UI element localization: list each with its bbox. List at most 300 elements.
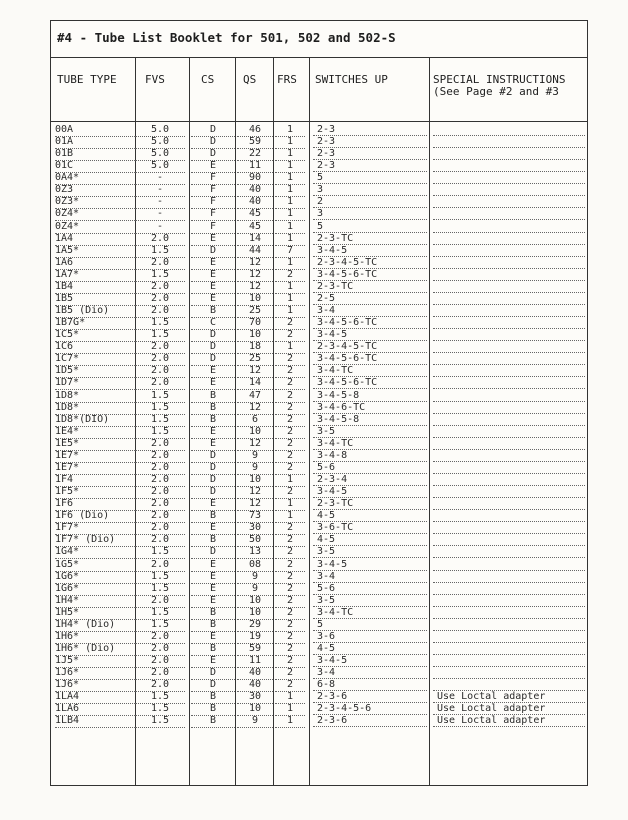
cell-fvs: 2.0 bbox=[135, 595, 185, 608]
cell-frs: 2 bbox=[275, 426, 305, 439]
cell-switches-up: 6-8 bbox=[313, 679, 427, 691]
cell-tube-type: 0Z4* bbox=[55, 221, 135, 234]
cell-qs: 9 bbox=[237, 583, 273, 596]
cell-switches-up: 3-4-5 bbox=[313, 329, 427, 341]
cell-switches-up: 2-3-TC bbox=[313, 498, 427, 510]
cell-frs: 2 bbox=[275, 655, 305, 668]
cell-fvs: 1.5 bbox=[135, 691, 185, 704]
cell-cs: D bbox=[191, 124, 235, 137]
cell-frs: 1 bbox=[275, 715, 305, 728]
table-row bbox=[51, 245, 587, 257]
cell-special-instructions bbox=[433, 619, 585, 631]
cell-qs: 12 bbox=[237, 402, 273, 415]
cell-special-instructions bbox=[433, 257, 585, 269]
cell-cs: D bbox=[191, 450, 235, 463]
cell-tube-type: 1A7* bbox=[55, 269, 135, 282]
cell-special-instructions bbox=[433, 269, 585, 281]
cell-special-instructions bbox=[433, 148, 585, 160]
cell-cs: F bbox=[191, 208, 235, 221]
cell-special-instructions bbox=[433, 595, 585, 607]
cell-fvs: 1.5 bbox=[135, 715, 185, 728]
table-row bbox=[51, 595, 587, 607]
cell-switches-up: 3-5 bbox=[313, 546, 427, 558]
table-row bbox=[51, 148, 587, 160]
cell-qs: 22 bbox=[237, 148, 273, 161]
cell-cs: D bbox=[191, 679, 235, 692]
cell-qs: 14 bbox=[237, 377, 273, 390]
table-row bbox=[51, 619, 587, 631]
cell-fvs: 1.5 bbox=[135, 245, 185, 258]
table-row bbox=[51, 631, 587, 643]
cell-cs: B bbox=[191, 703, 235, 716]
cell-frs: 1 bbox=[275, 124, 305, 137]
page-title: #4 - Tube List Booklet for 501, 502 and 502-S bbox=[57, 30, 396, 45]
cell-switches-up: 3-4-6-TC bbox=[313, 402, 427, 414]
cell-qs: 10 bbox=[237, 474, 273, 487]
cell-fvs: 5.0 bbox=[135, 160, 185, 173]
table-row bbox=[51, 426, 587, 438]
cell-tube-type: 1H4* bbox=[55, 595, 135, 608]
table-row bbox=[51, 305, 587, 317]
cell-tube-type: 1D5* bbox=[55, 365, 135, 378]
cell-tube-type: 1F7* bbox=[55, 522, 135, 535]
cell-switches-up: 3-4-5 bbox=[313, 655, 427, 667]
cell-tube-type: 01C bbox=[55, 160, 135, 173]
cell-switches-up: 3-4-5 bbox=[313, 245, 427, 257]
cell-frs: 1 bbox=[275, 257, 305, 270]
cell-cs: E bbox=[191, 583, 235, 596]
cell-frs: 2 bbox=[275, 353, 305, 366]
table-row bbox=[51, 450, 587, 462]
table-row bbox=[51, 715, 587, 727]
cell-fvs: 2.0 bbox=[135, 281, 185, 294]
cell-frs: 1 bbox=[275, 172, 305, 185]
cell-switches-up: 3-4-5-6-TC bbox=[313, 377, 427, 389]
cell-frs: 1 bbox=[275, 703, 305, 716]
cell-frs: 2 bbox=[275, 667, 305, 680]
cell-frs: 2 bbox=[275, 402, 305, 415]
cell-qs: 30 bbox=[237, 691, 273, 704]
cell-fvs: 2.0 bbox=[135, 510, 185, 523]
table-row bbox=[51, 365, 587, 377]
cell-special-instructions bbox=[433, 172, 585, 184]
cell-qs: 10 bbox=[237, 293, 273, 306]
cell-switches-up: 2-3 bbox=[313, 136, 427, 148]
cell-special-instructions bbox=[433, 233, 585, 245]
cell-fvs: 2.0 bbox=[135, 341, 185, 354]
table-row bbox=[51, 559, 587, 571]
cell-tube-type: 1G6* bbox=[55, 571, 135, 584]
cell-fvs: - bbox=[135, 172, 185, 185]
table-row bbox=[51, 486, 587, 498]
table-row bbox=[51, 353, 587, 365]
cell-special-instructions bbox=[433, 462, 585, 474]
cell-special-instructions bbox=[433, 571, 585, 583]
cell-switches-up: 2-3 bbox=[313, 124, 427, 136]
table-row bbox=[51, 607, 587, 619]
cell-cs: E bbox=[191, 559, 235, 572]
cell-frs: 2 bbox=[275, 365, 305, 378]
table-row bbox=[51, 703, 587, 715]
cell-switches-up: 5-6 bbox=[313, 583, 427, 595]
cell-cs: E bbox=[191, 269, 235, 282]
cell-qs: 40 bbox=[237, 196, 273, 209]
cell-special-instructions bbox=[433, 655, 585, 667]
cell-switches-up: 3-4 bbox=[313, 571, 427, 583]
cell-qs: 46 bbox=[237, 124, 273, 137]
cell-qs: 9 bbox=[237, 462, 273, 475]
cell-qs: 40 bbox=[237, 184, 273, 197]
cell-fvs: 2.0 bbox=[135, 377, 185, 390]
cell-frs: 2 bbox=[275, 438, 305, 451]
cell-fvs: 1.5 bbox=[135, 703, 185, 716]
cell-frs: 1 bbox=[275, 474, 305, 487]
cell-switches-up: 3-4-TC bbox=[313, 607, 427, 619]
cell-frs: 2 bbox=[275, 522, 305, 535]
table-row bbox=[51, 534, 587, 546]
cell-qs: 44 bbox=[237, 245, 273, 258]
cell-fvs: 1.5 bbox=[135, 546, 185, 559]
cell-frs: 1 bbox=[275, 281, 305, 294]
cell-special-instructions bbox=[433, 305, 585, 317]
cell-special-instructions bbox=[433, 377, 585, 389]
cell-switches-up: 2-3-4-5-TC bbox=[313, 341, 427, 353]
cell-qs: 73 bbox=[237, 510, 273, 523]
cell-frs: 2 bbox=[275, 571, 305, 584]
cell-special-instructions bbox=[433, 474, 585, 486]
title-divider bbox=[51, 57, 587, 58]
cell-cs: E bbox=[191, 233, 235, 246]
cell-tube-type: 1F6 bbox=[55, 498, 135, 511]
cell-switches-up: 5 bbox=[313, 619, 427, 631]
table-row bbox=[51, 160, 587, 172]
cell-qs: 18 bbox=[237, 341, 273, 354]
header-cs: CS bbox=[201, 73, 215, 86]
cell-tube-type: 1H4* (Dio) bbox=[55, 619, 135, 632]
cell-qs: 12 bbox=[237, 438, 273, 451]
cell-qs: 14 bbox=[237, 233, 273, 246]
cell-tube-type: 1A6 bbox=[55, 257, 135, 270]
cell-frs: 1 bbox=[275, 148, 305, 161]
cell-qs: 59 bbox=[237, 643, 273, 656]
cell-fvs: 5.0 bbox=[135, 148, 185, 161]
cell-frs: 1 bbox=[275, 221, 305, 234]
cell-qs: 45 bbox=[237, 208, 273, 221]
cell-switches-up: 2-3 bbox=[313, 148, 427, 160]
cell-frs: 2 bbox=[275, 559, 305, 572]
cell-frs: 2 bbox=[275, 414, 305, 427]
cell-cs: E bbox=[191, 365, 235, 378]
header-switches-up: SWITCHES UP bbox=[315, 73, 388, 86]
cell-fvs: 2.0 bbox=[135, 667, 185, 680]
cell-switches-up: 3-4-5-6-TC bbox=[313, 269, 427, 281]
cell-cs: D bbox=[191, 546, 235, 559]
cell-fvs: 1.5 bbox=[135, 414, 185, 427]
cell-fvs: - bbox=[135, 196, 185, 209]
cell-tube-type: 1G5* bbox=[55, 559, 135, 572]
cell-tube-type: 1B5 bbox=[55, 293, 135, 306]
cell-special-instructions bbox=[433, 160, 585, 172]
cell-cs: E bbox=[191, 498, 235, 511]
cell-switches-up: 5-6 bbox=[313, 462, 427, 474]
cell-qs: 90 bbox=[237, 172, 273, 185]
cell-frs: 7 bbox=[275, 245, 305, 258]
cell-special-instructions bbox=[433, 426, 585, 438]
cell-fvs: - bbox=[135, 221, 185, 234]
cell-frs: 1 bbox=[275, 196, 305, 209]
cell-qs: 9 bbox=[237, 571, 273, 584]
cell-cs: E bbox=[191, 595, 235, 608]
cell-fvs: - bbox=[135, 184, 185, 197]
table-row bbox=[51, 136, 587, 148]
cell-cs: E bbox=[191, 571, 235, 584]
cell-special-instructions bbox=[433, 679, 585, 691]
header-qs: QS bbox=[243, 73, 257, 86]
cell-cs: E bbox=[191, 377, 235, 390]
cell-frs: 1 bbox=[275, 510, 305, 523]
cell-qs: 50 bbox=[237, 534, 273, 547]
cell-switches-up: 2 bbox=[313, 196, 427, 208]
cell-cs: D bbox=[191, 245, 235, 258]
cell-cs: D bbox=[191, 329, 235, 342]
cell-special-instructions bbox=[433, 196, 585, 208]
cell-frs: 2 bbox=[275, 546, 305, 559]
cell-switches-up: 3-4 bbox=[313, 305, 427, 317]
cell-switches-up: 2-3-TC bbox=[313, 233, 427, 245]
table-row bbox=[51, 196, 587, 208]
cell-fvs: 1.5 bbox=[135, 390, 185, 403]
cell-tube-type: 1H5* bbox=[55, 607, 135, 620]
cell-tube-type: 1D8*(DIO) bbox=[55, 414, 135, 427]
cell-cs: D bbox=[191, 353, 235, 366]
cell-cs: D bbox=[191, 474, 235, 487]
cell-fvs: 2.0 bbox=[135, 365, 185, 378]
cell-fvs: 2.0 bbox=[135, 486, 185, 499]
cell-cs: B bbox=[191, 691, 235, 704]
cell-switches-up: 3-4-8 bbox=[313, 450, 427, 462]
header-tube-type: TUBE TYPE bbox=[57, 73, 117, 86]
cell-special-instructions bbox=[433, 353, 585, 365]
cell-tube-type: 01A bbox=[55, 136, 135, 149]
table-row bbox=[51, 679, 587, 691]
cell-switches-up: 2-3-4-5-6 bbox=[313, 703, 427, 715]
cell-frs: 2 bbox=[275, 329, 305, 342]
cell-tube-type: 0Z4* bbox=[55, 208, 135, 221]
cell-cs: F bbox=[191, 172, 235, 185]
cell-tube-type: 1A5* bbox=[55, 245, 135, 258]
cell-qs: 40 bbox=[237, 667, 273, 680]
cell-qs: 30 bbox=[237, 522, 273, 535]
cell-switches-up: 2-3-6 bbox=[313, 715, 427, 727]
cell-switches-up: 3-4-TC bbox=[313, 365, 427, 377]
cell-tube-type: 1C5* bbox=[55, 329, 135, 342]
cell-qs: 29 bbox=[237, 619, 273, 632]
cell-special-instructions bbox=[433, 208, 585, 220]
cell-fvs: 2.0 bbox=[135, 353, 185, 366]
cell-frs: 2 bbox=[275, 631, 305, 644]
table-row bbox=[51, 269, 587, 281]
cell-special-instructions: Use Loctal adapter bbox=[433, 691, 585, 703]
cell-tube-type: 1F4 bbox=[55, 474, 135, 487]
cell-tube-type: 1B4 bbox=[55, 281, 135, 294]
cell-tube-type: 1F6 (Dio) bbox=[55, 510, 135, 523]
cell-frs: 2 bbox=[275, 377, 305, 390]
cell-tube-type: 1D8* bbox=[55, 390, 135, 403]
cell-fvs: 1.5 bbox=[135, 571, 185, 584]
cell-special-instructions bbox=[433, 559, 585, 571]
cell-qs: 9 bbox=[237, 450, 273, 463]
cell-tube-type: 1LA4 bbox=[55, 691, 135, 704]
cell-cs: E bbox=[191, 522, 235, 535]
cell-qs: 11 bbox=[237, 655, 273, 668]
cell-fvs: 2.0 bbox=[135, 522, 185, 535]
cell-switches-up: 3-4-5 bbox=[313, 559, 427, 571]
cell-frs: 1 bbox=[275, 233, 305, 246]
cell-special-instructions bbox=[433, 546, 585, 558]
table-row bbox=[51, 341, 587, 353]
cell-qs: 08 bbox=[237, 559, 273, 572]
cell-tube-type: 1F7* (Dio) bbox=[55, 534, 135, 547]
cell-special-instructions bbox=[433, 450, 585, 462]
cell-switches-up: 3-5 bbox=[313, 426, 427, 438]
cell-cs: D bbox=[191, 136, 235, 149]
cell-qs: 25 bbox=[237, 353, 273, 366]
cell-cs: B bbox=[191, 534, 235, 547]
cell-fvs: 2.0 bbox=[135, 643, 185, 656]
cell-cs: B bbox=[191, 510, 235, 523]
cell-cs: B bbox=[191, 305, 235, 318]
cell-qs: 19 bbox=[237, 631, 273, 644]
cell-special-instructions bbox=[433, 631, 585, 643]
cell-fvs: 2.0 bbox=[135, 679, 185, 692]
cell-qs: 10 bbox=[237, 595, 273, 608]
cell-switches-up: 3-6-TC bbox=[313, 522, 427, 534]
cell-tube-type: 1C6 bbox=[55, 341, 135, 354]
cell-cs: B bbox=[191, 715, 235, 728]
cell-tube-type: 1D8* bbox=[55, 402, 135, 415]
cell-fvs: 2.0 bbox=[135, 462, 185, 475]
cell-frs: 2 bbox=[275, 679, 305, 692]
cell-special-instructions bbox=[433, 293, 585, 305]
cell-tube-type: 1LA6 bbox=[55, 703, 135, 716]
cell-fvs: 2.0 bbox=[135, 438, 185, 451]
cell-switches-up: 3-4 bbox=[313, 667, 427, 679]
cell-frs: 2 bbox=[275, 390, 305, 403]
cell-special-instructions bbox=[433, 245, 585, 257]
cell-qs: 47 bbox=[237, 390, 273, 403]
cell-switches-up: 3-4-5 bbox=[313, 486, 427, 498]
cell-qs: 40 bbox=[237, 679, 273, 692]
cell-qs: 12 bbox=[237, 281, 273, 294]
cell-cs: E bbox=[191, 160, 235, 173]
cell-cs: E bbox=[191, 281, 235, 294]
cell-qs: 6 bbox=[237, 414, 273, 427]
cell-qs: 45 bbox=[237, 221, 273, 234]
cell-tube-type: 1B5 (Dio) bbox=[55, 305, 135, 318]
cell-switches-up: 3-4-5-6-TC bbox=[313, 353, 427, 365]
table-row bbox=[51, 462, 587, 474]
table-row bbox=[51, 438, 587, 450]
header-special-see-page: (See Page #2 and #3 bbox=[433, 85, 559, 98]
table-row bbox=[51, 402, 587, 414]
cell-fvs: 1.5 bbox=[135, 317, 185, 330]
cell-switches-up: 3-4-5-8 bbox=[313, 390, 427, 402]
header-special-instructions: SPECIAL INSTRUCTIONS bbox=[433, 73, 566, 86]
table-row bbox=[51, 293, 587, 305]
cell-special-instructions: Use Loctal adapter bbox=[433, 715, 585, 727]
table-row bbox=[51, 510, 587, 522]
cell-cs: D bbox=[191, 148, 235, 161]
cell-fvs: 2.0 bbox=[135, 257, 185, 270]
cell-frs: 2 bbox=[275, 619, 305, 632]
cell-qs: 12 bbox=[237, 498, 273, 511]
cell-qs: 12 bbox=[237, 486, 273, 499]
cell-fvs: 2.0 bbox=[135, 655, 185, 668]
cell-special-instructions bbox=[433, 438, 585, 450]
cell-fvs: 2.0 bbox=[135, 474, 185, 487]
cell-tube-type: 1E7* bbox=[55, 462, 135, 475]
cell-fvs: 2.0 bbox=[135, 450, 185, 463]
cell-switches-up: 2-3-6 bbox=[313, 691, 427, 703]
cell-cs: B bbox=[191, 607, 235, 620]
cell-special-instructions bbox=[433, 486, 585, 498]
cell-fvs: 2.0 bbox=[135, 498, 185, 511]
table-row bbox=[51, 317, 587, 329]
cell-frs: 2 bbox=[275, 269, 305, 282]
cell-qs: 10 bbox=[237, 426, 273, 439]
table-row bbox=[51, 281, 587, 293]
cell-qs: 10 bbox=[237, 607, 273, 620]
cell-fvs: 5.0 bbox=[135, 136, 185, 149]
cell-cs: F bbox=[191, 184, 235, 197]
cell-fvs: 2.0 bbox=[135, 293, 185, 306]
cell-tube-type: 00A bbox=[55, 124, 135, 137]
table-row bbox=[51, 691, 587, 703]
cell-cs: D bbox=[191, 341, 235, 354]
cell-qs: 70 bbox=[237, 317, 273, 330]
cell-switches-up: 4-5 bbox=[313, 534, 427, 546]
cell-cs: E bbox=[191, 257, 235, 270]
cell-special-instructions: Use Loctal adapter bbox=[433, 703, 585, 715]
cell-special-instructions bbox=[433, 390, 585, 402]
cell-fvs: 1.5 bbox=[135, 269, 185, 282]
cell-switches-up: 3-6 bbox=[313, 631, 427, 643]
cell-switches-up: 3 bbox=[313, 208, 427, 220]
table-row bbox=[51, 257, 587, 269]
cell-tube-type: 1J6* bbox=[55, 667, 135, 680]
table-row bbox=[51, 655, 587, 667]
cell-qs: 12 bbox=[237, 269, 273, 282]
cell-special-instructions bbox=[433, 221, 585, 233]
cell-qs: 9 bbox=[237, 715, 273, 728]
cell-fvs: 2.0 bbox=[135, 534, 185, 547]
table-row bbox=[51, 184, 587, 196]
cell-cs: D bbox=[191, 667, 235, 680]
cell-frs: 1 bbox=[275, 293, 305, 306]
cell-cs: E bbox=[191, 438, 235, 451]
cell-special-instructions bbox=[433, 136, 585, 148]
table-row bbox=[51, 329, 587, 341]
cell-qs: 13 bbox=[237, 546, 273, 559]
cell-tube-type: 1G4* bbox=[55, 546, 135, 559]
cell-switches-up: 3-4-TC bbox=[313, 438, 427, 450]
cell-fvs: 5.0 bbox=[135, 124, 185, 137]
cell-cs: B bbox=[191, 402, 235, 415]
cell-fvs: 2.0 bbox=[135, 305, 185, 318]
cell-tube-type: 1H6* (Dio) bbox=[55, 643, 135, 656]
cell-special-instructions bbox=[433, 414, 585, 426]
cell-special-instructions bbox=[433, 522, 585, 534]
